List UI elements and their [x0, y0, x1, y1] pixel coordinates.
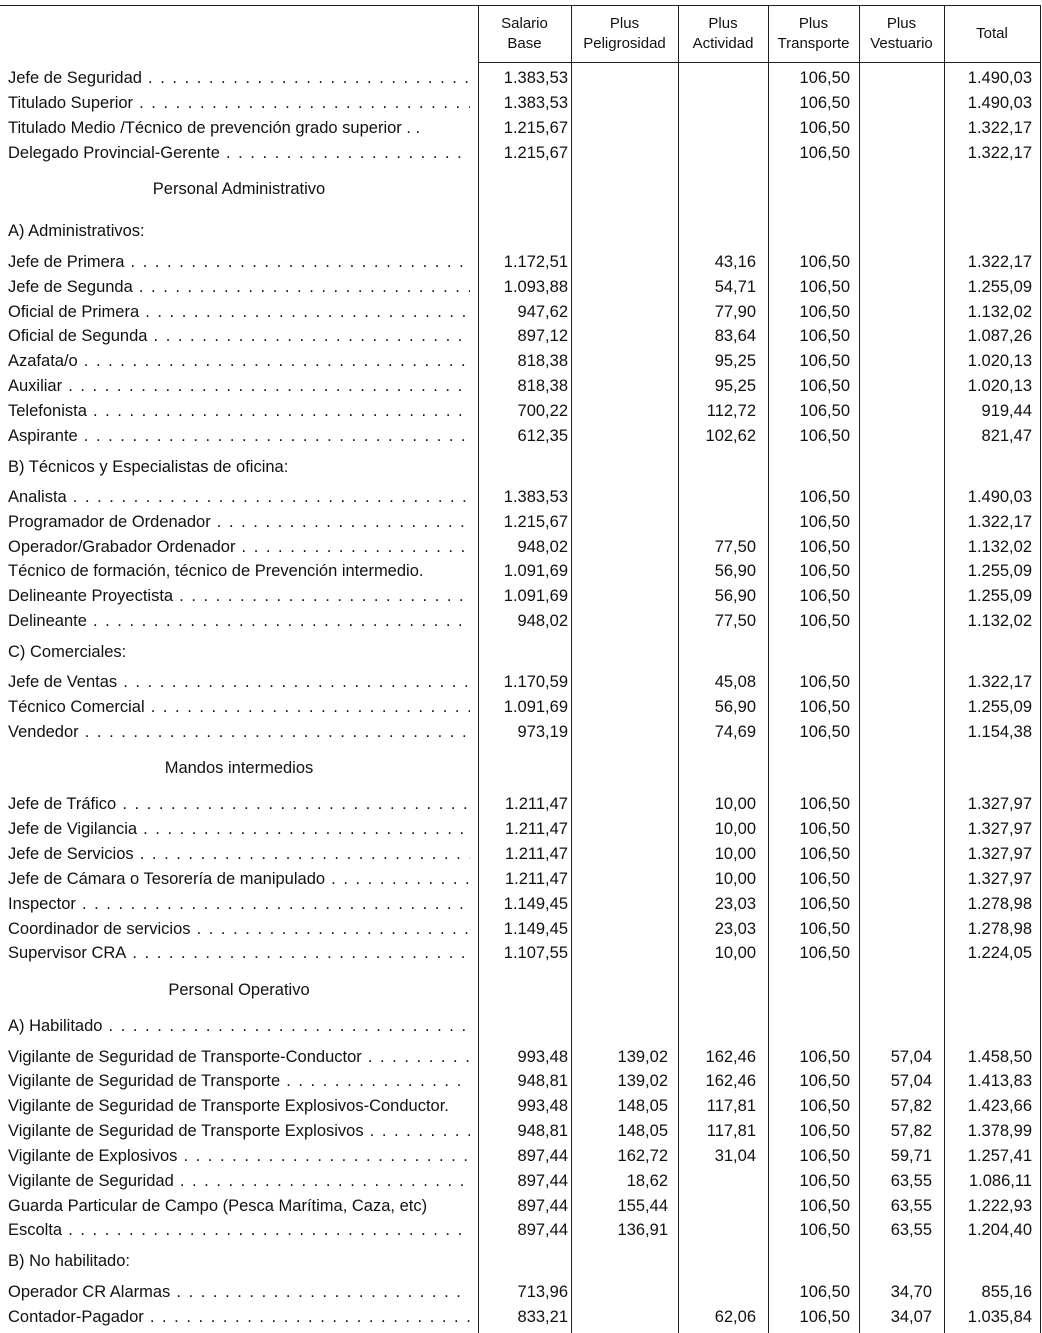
cell-total: 1.327,97 — [967, 845, 1032, 863]
row-label: Inspector . . . — [8, 892, 470, 917]
subsection-heading — [0, 455, 1042, 480]
cell-act: 56,90 — [714, 587, 756, 605]
table-row — [0, 1169, 1042, 1194]
row-label: Oficial de Segunda . . . — [8, 324, 470, 349]
cell-base: 897,12 — [517, 327, 568, 345]
cell-total: 1.020,13 — [967, 352, 1032, 370]
cell-peli: 148,05 — [617, 1097, 668, 1115]
table-row — [0, 584, 1042, 609]
table-row — [0, 399, 1042, 424]
cell-total: 1.204,40 — [967, 1221, 1032, 1239]
cell-trans: 106,50 — [799, 1197, 850, 1215]
cell-act: 77,50 — [714, 538, 756, 556]
table-row — [0, 670, 1042, 695]
cell-trans: 106,50 — [799, 488, 850, 506]
cell-base: 993,48 — [517, 1048, 568, 1066]
cell-vest: 57,82 — [890, 1122, 932, 1140]
table-row — [0, 141, 1042, 166]
row-label: Operador/Grabador Ordenador . . . — [8, 535, 470, 560]
cell-base: 948,02 — [517, 538, 568, 556]
cell-trans: 106,50 — [799, 278, 850, 296]
row-label: Técnico Comercial . . . — [8, 695, 470, 720]
cell-total: 1.132,02 — [967, 538, 1032, 556]
cell-act: 10,00 — [714, 944, 756, 962]
row-label: Vendedor . . . — [8, 720, 470, 745]
cell-vest: 34,70 — [890, 1283, 932, 1301]
cell-base: 897,44 — [517, 1147, 568, 1165]
cell-base: 973,19 — [517, 723, 568, 741]
table-row — [0, 374, 1042, 399]
cell-base: 1.172,51 — [503, 253, 568, 271]
cell-base: 1.215,67 — [503, 144, 568, 162]
cell-trans: 106,50 — [799, 1172, 850, 1190]
cell-act: 102,62 — [705, 427, 756, 445]
cell-trans: 106,50 — [799, 1122, 850, 1140]
table-row — [0, 324, 1042, 349]
cell-vest: 57,04 — [890, 1072, 932, 1090]
cell-total: 1.327,97 — [967, 870, 1032, 888]
table-row — [0, 695, 1042, 720]
cell-total: 1.257,41 — [967, 1147, 1032, 1165]
header-line: Plus — [798, 15, 829, 32]
cell-base: 993,48 — [517, 1097, 568, 1115]
cell-peli: 148,05 — [617, 1122, 668, 1140]
cell-act: 112,72 — [706, 402, 756, 420]
cell-act: 77,50 — [714, 612, 756, 630]
row-label: Jefe de Segunda . . . — [8, 275, 470, 300]
cell-total: 1.490,03 — [967, 94, 1032, 112]
cell-total: 1.086,11 — [968, 1172, 1032, 1190]
row-label: Analista . . . — [8, 485, 470, 510]
cell-total: 1.278,98 — [967, 895, 1032, 913]
cell-total: 1.423,66 — [967, 1097, 1032, 1115]
table-row — [0, 275, 1042, 300]
cell-base: 1.091,69 — [503, 698, 568, 716]
cell-trans: 106,50 — [799, 895, 850, 913]
cell-total: 1.322,17 — [967, 119, 1032, 137]
cell-total: 1.490,03 — [967, 488, 1032, 506]
cell-trans: 106,50 — [799, 94, 850, 112]
cell-trans: 106,50 — [799, 944, 850, 962]
cell-base: 1.211,47 — [504, 795, 568, 813]
table-row — [0, 424, 1042, 449]
cell-total: 1.327,97 — [967, 820, 1032, 838]
cell-act: 117,81 — [706, 1122, 756, 1140]
cell-vest: 57,82 — [890, 1097, 932, 1115]
row-label: Escolta . . . — [8, 1218, 470, 1243]
table-row — [0, 510, 1042, 535]
cell-base: 612,35 — [517, 427, 568, 445]
cell-act: 74,69 — [714, 723, 756, 741]
cell-base: 948,81 — [517, 1122, 568, 1140]
cell-trans: 106,50 — [799, 513, 850, 531]
cell-total: 1.255,09 — [967, 562, 1032, 580]
cell-trans: 106,50 — [799, 119, 850, 137]
cell-trans: 106,50 — [799, 1283, 850, 1301]
section-heading — [0, 978, 1042, 1003]
table-row — [0, 1119, 1042, 1144]
cell-total: 1.154,38 — [967, 723, 1032, 741]
cell-trans: 106,50 — [799, 723, 850, 741]
table-row — [0, 720, 1042, 745]
cell-trans: 106,50 — [799, 587, 850, 605]
table-row — [0, 817, 1042, 842]
row-label: B) Técnicos y Especialistas de oficina: — [8, 458, 289, 476]
subsection-heading — [0, 1014, 1042, 1039]
row-label: Jefe de Servicios . . . — [8, 842, 470, 867]
cell-base: 1.093,88 — [503, 278, 568, 296]
cell-trans: 106,50 — [799, 303, 850, 321]
cell-trans: 106,50 — [799, 845, 850, 863]
header-plus-transporte — [768, 12, 859, 56]
cell-trans: 106,50 — [799, 1072, 850, 1090]
cell-base: 713,96 — [517, 1283, 568, 1301]
cell-total: 1.327,97 — [967, 795, 1032, 813]
cell-base: 1.383,53 — [503, 94, 568, 112]
cell-act: 117,81 — [706, 1097, 756, 1115]
cell-total: 1.322,17 — [967, 253, 1032, 271]
cell-total: 1.132,02 — [967, 612, 1032, 630]
cell-base: 833,21 — [517, 1308, 568, 1326]
cell-total: 1.490,03 — [967, 69, 1032, 87]
row-label: Delineante . . . — [8, 609, 470, 634]
table-row — [0, 250, 1042, 275]
cell-act: 45,08 — [714, 673, 756, 691]
cell-trans: 106,50 — [799, 1308, 850, 1326]
table-top-border — [0, 5, 1040, 6]
cell-total: 1.378,99 — [967, 1122, 1032, 1140]
cell-vest: 63,55 — [890, 1221, 932, 1239]
table-row — [0, 1218, 1042, 1243]
table-row — [0, 116, 1042, 141]
cell-trans: 106,50 — [799, 673, 850, 691]
cell-act: 54,71 — [714, 278, 756, 296]
row-label: Personal Administrativo — [152, 180, 326, 198]
cell-total: 855,16 — [981, 1283, 1032, 1301]
cell-base: 1.091,69 — [503, 562, 568, 580]
row-label: Telefonista . . . — [8, 399, 470, 424]
cell-peli: 162,72 — [617, 1147, 668, 1165]
table-row — [0, 792, 1042, 817]
row-label: B) No habilitado: — [8, 1252, 130, 1270]
cell-act: 23,03 — [714, 920, 756, 938]
cell-peli: 139,02 — [617, 1048, 668, 1066]
table-row — [0, 300, 1042, 325]
cell-vest: 63,55 — [890, 1197, 932, 1215]
cell-trans: 106,50 — [799, 253, 850, 271]
cell-total: 1.255,09 — [967, 278, 1032, 296]
row-label: Mandos intermedios — [164, 759, 314, 777]
row-label: C) Comerciales: — [8, 643, 127, 661]
header-line: Transporte — [777, 35, 850, 52]
cell-act: 95,25 — [714, 377, 756, 395]
table-row — [0, 867, 1042, 892]
cell-act: 77,90 — [714, 303, 756, 321]
cell-vest: 34,07 — [890, 1308, 932, 1326]
row-label: Jefe de Ventas . . . — [8, 670, 470, 695]
cell-trans: 106,50 — [799, 538, 850, 556]
table-row — [0, 1280, 1042, 1305]
cell-total: 1.224,05 — [967, 944, 1032, 962]
cell-trans: 106,50 — [799, 820, 850, 838]
row-label: Supervisor CRA . . . — [8, 941, 470, 966]
cell-trans: 106,50 — [799, 352, 850, 370]
cell-act: 10,00 — [714, 845, 756, 863]
cell-total: 1.322,17 — [967, 673, 1032, 691]
row-label: Oficial de Primera . . . — [8, 300, 470, 325]
cell-act: 162,46 — [705, 1072, 756, 1090]
table-row — [0, 559, 1042, 584]
row-label: Titulado Medio /Técnico de prevención grado superior . . — [8, 119, 421, 137]
cell-base: 1.383,53 — [503, 69, 568, 87]
cell-act: 31,04 — [714, 1147, 756, 1165]
header-plus-vestuario — [859, 12, 944, 56]
row-label: A) Habilitado . . . — [8, 1014, 470, 1039]
cell-base: 1.091,69 — [503, 587, 568, 605]
cell-act: 56,90 — [714, 562, 756, 580]
cell-act: 10,00 — [714, 870, 756, 888]
cell-base: 1.170,59 — [503, 673, 568, 691]
row-label: Guarda Particular de Campo (Pesca Marítima, Caza, etc) — [8, 1197, 428, 1215]
cell-vest: 63,55 — [890, 1172, 932, 1190]
cell-trans: 106,50 — [799, 144, 850, 162]
cell-act: 95,25 — [714, 352, 756, 370]
cell-base: 897,44 — [517, 1172, 568, 1190]
cell-total: 1.020,13 — [967, 377, 1032, 395]
row-label: Jefe de Cámara o Tesorería de manipulado . . . — [8, 867, 470, 892]
header-line: Plus — [708, 15, 738, 32]
cell-trans: 106,50 — [799, 562, 850, 580]
header-line: Actividad — [692, 35, 754, 52]
table-row — [0, 66, 1042, 91]
cell-peli: 136,91 — [617, 1221, 668, 1239]
cell-base: 1.149,45 — [503, 895, 568, 913]
cell-base: 1.215,67 — [503, 513, 568, 531]
cell-total: 1.222,93 — [967, 1197, 1032, 1215]
table-row — [0, 609, 1042, 634]
table-row — [0, 1144, 1042, 1169]
header-line: Base — [507, 35, 542, 52]
header-line: Salario — [501, 15, 548, 32]
cell-act: 43,16 — [714, 253, 756, 271]
cell-base: 1.215,67 — [503, 119, 568, 137]
cell-trans: 106,50 — [799, 1048, 850, 1066]
row-label: Azafata/o . . . — [8, 349, 470, 374]
header-plus-peligrosidad — [571, 12, 678, 56]
table-row — [0, 91, 1042, 116]
cell-base: 948,02 — [517, 612, 568, 630]
cell-trans: 106,50 — [799, 327, 850, 345]
cell-act: 10,00 — [714, 795, 756, 813]
cell-trans: 106,50 — [799, 377, 850, 395]
row-label: A) Administrativos: — [8, 222, 145, 240]
row-label: Vigilante de Seguridad de Transporte . . . — [8, 1069, 470, 1094]
cell-trans: 106,50 — [799, 612, 850, 630]
cell-act: 23,03 — [714, 895, 756, 913]
cell-trans: 106,50 — [799, 1147, 850, 1165]
row-label: Vigilante de Seguridad de Transporte Explosivos . . . — [8, 1119, 470, 1144]
cell-base: 897,44 — [517, 1221, 568, 1239]
cell-trans: 106,50 — [799, 69, 850, 87]
cell-total: 1.322,17 — [967, 144, 1032, 162]
cell-base: 818,38 — [517, 377, 568, 395]
row-label: Coordinador de servicios . . . — [8, 917, 470, 942]
row-label: Auxiliar . . . — [8, 374, 470, 399]
cell-total: 1.087,26 — [967, 327, 1032, 345]
cell-base: 1.211,47 — [504, 870, 568, 888]
cell-trans: 106,50 — [799, 427, 850, 445]
cell-total: 919,44 — [981, 402, 1032, 420]
header-total — [944, 12, 1040, 56]
subsection-heading — [0, 1249, 1042, 1274]
subsection-heading — [0, 640, 1042, 665]
cell-total: 1.132,02 — [967, 303, 1032, 321]
cell-act: 10,00 — [714, 820, 756, 838]
cell-peli: 18,62 — [626, 1172, 668, 1190]
table-row — [0, 892, 1042, 917]
cell-act: 162,46 — [705, 1048, 756, 1066]
header-line: Plus — [609, 15, 640, 32]
cell-total: 1.255,09 — [967, 698, 1032, 716]
header-salario-base — [478, 12, 571, 56]
cell-trans: 106,50 — [799, 402, 850, 420]
cell-base: 1.149,45 — [503, 920, 568, 938]
cell-base: 897,44 — [517, 1197, 568, 1215]
row-label: Vigilante de Seguridad de Transporte-Conductor . . . — [8, 1045, 470, 1070]
row-label: Jefe de Tráfico . . . — [8, 792, 470, 817]
table-row — [0, 485, 1042, 510]
table-row — [0, 535, 1042, 560]
cell-peli: 155,44 — [617, 1197, 668, 1215]
row-label: Jefe de Seguridad . . . — [8, 66, 470, 91]
header-line: Plus — [886, 15, 917, 32]
table-row — [0, 1094, 1042, 1119]
header-plus-actividad — [678, 12, 768, 56]
table-row — [0, 842, 1042, 867]
header-line: Peligrosidad — [583, 35, 666, 52]
row-label: Vigilante de Explosivos . . . — [8, 1144, 470, 1169]
row-label: Vigilante de Seguridad de Transporte Explosivos-Conductor. — [8, 1097, 449, 1115]
row-label: Jefe de Primera . . . — [8, 250, 470, 275]
header-line: Total — [976, 25, 1008, 42]
cell-trans: 106,50 — [799, 795, 850, 813]
cell-act: 56,90 — [714, 698, 756, 716]
row-label: Titulado Superior . . . — [8, 91, 470, 116]
cell-trans: 106,50 — [799, 1097, 850, 1115]
header-bottom-border — [478, 62, 1040, 63]
row-label: Operador CR Alarmas . . . — [8, 1280, 470, 1305]
cell-total: 1.035,84 — [967, 1308, 1032, 1326]
cell-trans: 106,50 — [799, 920, 850, 938]
section-heading — [0, 756, 1042, 781]
cell-act: 62,06 — [714, 1308, 756, 1326]
row-label: Jefe de Vigilancia . . . — [8, 817, 470, 842]
table-row — [0, 1194, 1042, 1219]
cell-total: 1.413,83 — [967, 1072, 1032, 1090]
cell-trans: 106,50 — [799, 870, 850, 888]
table-row — [0, 1069, 1042, 1094]
row-label: Contador-Pagador . . . — [8, 1305, 470, 1330]
row-label: Técnico de formación, técnico de Prevención intermedio. — [8, 562, 424, 580]
row-label: Delegado Provincial-Gerente . . . — [8, 141, 470, 166]
row-label: Personal Operativo — [168, 981, 310, 999]
cell-vest: 57,04 — [890, 1048, 932, 1066]
table-row — [0, 1305, 1042, 1330]
row-label: Aspirante . . . — [8, 424, 470, 449]
row-label: Programador de Ordenador . . . — [8, 510, 470, 535]
cell-base: 948,81 — [517, 1072, 568, 1090]
cell-base: 700,22 — [517, 402, 568, 420]
cell-total: 1.458,50 — [967, 1048, 1032, 1066]
cell-base: 1.211,47 — [504, 820, 568, 838]
cell-vest: 59,71 — [890, 1147, 932, 1165]
subsection-heading — [0, 219, 1042, 244]
cell-total: 821,47 — [981, 427, 1032, 445]
table-row — [0, 1045, 1042, 1070]
cell-base: 1.383,53 — [503, 488, 568, 506]
cell-total: 1.322,17 — [967, 513, 1032, 531]
table-row — [0, 941, 1042, 966]
cell-peli: 139,02 — [617, 1072, 668, 1090]
row-label: Vigilante de Seguridad . . . — [8, 1169, 470, 1194]
cell-base: 947,62 — [517, 303, 568, 321]
row-label: Delineante Proyectista . . . — [8, 584, 470, 609]
section-heading — [0, 177, 1042, 202]
cell-act: 83,64 — [714, 327, 756, 345]
cell-base: 1.211,47 — [504, 845, 568, 863]
header-line: Vestuario — [870, 35, 933, 52]
cell-trans: 106,50 — [799, 698, 850, 716]
table-row — [0, 917, 1042, 942]
cell-base: 818,38 — [517, 352, 568, 370]
cell-base: 1.107,55 — [503, 944, 568, 962]
cell-total: 1.278,98 — [967, 920, 1032, 938]
cell-total: 1.255,09 — [967, 587, 1032, 605]
table-row — [0, 349, 1042, 374]
cell-trans: 106,50 — [799, 1221, 850, 1239]
